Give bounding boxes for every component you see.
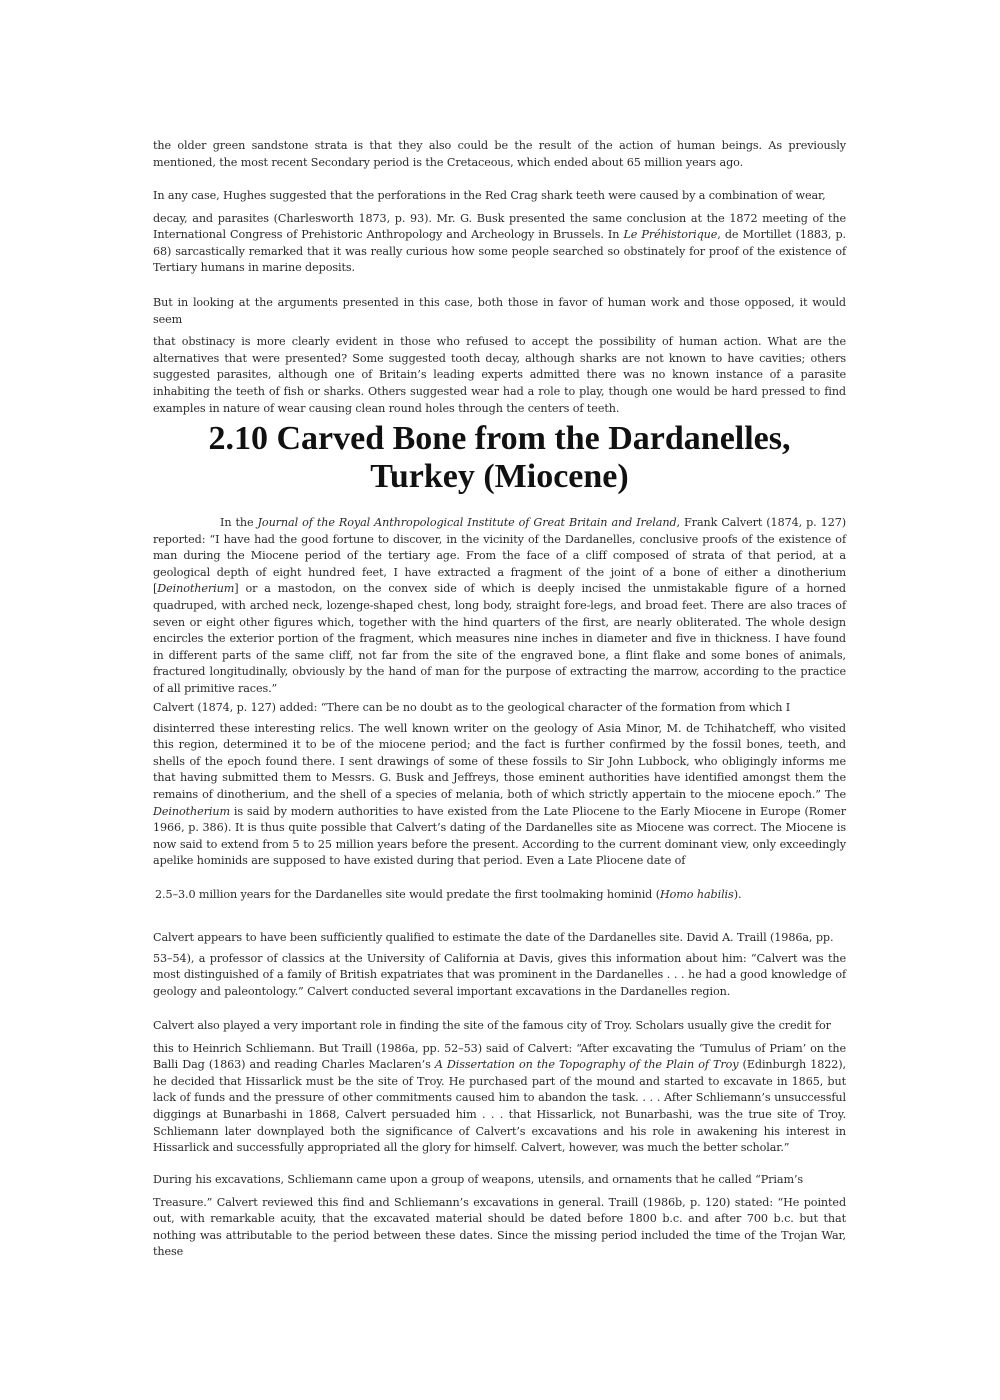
paragraph-text: the most recent Secondary period is the Cretaceous, which ended about 65 million years ago. (219, 155, 744, 169)
paragraph-lead: In any case, Hughes suggested that the perforations in the Red Crag shark teeth were caused by a combination of wear, (153, 189, 826, 202)
paragraph-lead: During his excavations, Schliemann came upon a group of weapons, utensils, and ornaments that he called “Priam’s (153, 1173, 804, 1186)
paragraph-text: 2.5–3.0 million years for the Dardanelles site would predate the first toolmaking hominid ( (155, 888, 660, 901)
paragraph-text: ). (733, 888, 742, 901)
genus-name: Deinotherium (153, 804, 230, 818)
paragraph-text: this to Heinrich Schliemann. But Traill (1986a, pp. 52–53) said of Calvert: “After excavating the ‘Tumulus of Priam’ on the Balli Dag (1863) and reading Charles Maclaren’s (153, 1041, 846, 1072)
paragraph-obstinacy (153, 295, 846, 417)
paragraph-green-sandstone (153, 138, 846, 171)
paragraph-text: 53–54), a professor of classics at the University of California at Davis, gives this information about him: “Calvert was the most distinguished of a family of British expatriates that was prominent in the Dardanelles . . . he had a good knowledge of geology and paleontology.” Calvert conducted several important excavations in the Dardanelles region. (153, 951, 846, 998)
paragraph-calvert-intro (153, 515, 846, 698)
paragraph-text: In the (220, 516, 258, 529)
journal-title: Journal of the Royal Anthropological Institute of Great Britain and Ireland (257, 516, 677, 529)
book-title: A Dissertation on the Topography of the Plain of Troy (434, 1058, 739, 1072)
paragraph-text: that obstinacy is more clearly evident in those who refused to accept the possibility of human action. What are the alternatives that were presented? Some suggested tooth decay, although sharks are not known to have cavities; others suggested parasites, although one of Britain’s leading experts admitted there was no known instance of a parasite inhabiting the teeth of fish or sharks. Others suggested wear had a role to play, though one would be hard pressed to find examples in nature of wear causing clean round holes through the centers of teeth. (153, 335, 846, 415)
paragraph-priams-treasure (153, 1172, 846, 1261)
section-heading (153, 420, 846, 496)
paragraph-text: (Edinburgh 1822), he decided that Hissarlick must be the site of Troy. He purchased part of the mound and started to excavate in 1865, but lack of funds and the pressure of other commitments caused him to abandon the task. . . . After Schliemann’s unsuccessful diggings at Bunarbashi in 1868, Calvert persuaded him . . . that Hissarlick, not Bunarbashi, was the true site of Troy. Schliemann later downplayed both the significance of Calvert’s excavations and his role in awakening his interest in Hissarlick and successfully appropriated all the glory for himself. Calvert, however, was much the better scholar.” (153, 1058, 847, 1155)
section-title-line-1: 2.10 Carved Bone from the Dardanelles, (208, 420, 791, 457)
paragraph-calvert-added (153, 700, 846, 870)
paragraph-lead: But in looking at the arguments presented in this case, both those in favor of human work and those opposed, it would seem (153, 296, 846, 326)
genus-name: Deinotherium (157, 582, 235, 596)
paragraph-lead: Calvert appears to have been sufficiently qualified to estimate the date of the Dardanelles site. David A. Traill (1986a, pp. (153, 931, 834, 944)
paragraph-date-line (155, 887, 848, 904)
book-title: Le Préhistorique (623, 228, 718, 242)
paragraph-text: is said by modern authorities to have existed from the Late Pliocene to the Early Miocene in Europe (Romer 1966, p. 386). It is thus quite possible that Calvert’s dating of the Dardanelles site as Miocene was correct. The Miocene is now said to extend from 5 to 25 million years before the present. According to the current dominant view, only exceedingly apelike hominids are supposed to have existed during that period. Even a Late Pliocene date of (153, 804, 846, 868)
paragraph-text: decay, and parasites (Charlesworth 1873, p. 93). Mr. G. Busk presented the same conclusion at the 1872 meeting of the International Congress of Prehistoric Anthropology and Archeology in Brussels. In (153, 211, 846, 242)
paragraph-text: ] or a mastodon, on the convex side of which is deeply incised the unmistakable figure of a horned quadruped, with arched neck, lozenge-shaped chest, long body, straight fore-legs, and broad feet. There are also traces of seven or eight other figures which, together with the hind quarters of the first, are nearly obliterated. The whole design encircles the exterior portion of the fragment, which measures nine inches in diameter and five in thickness. I have found in different parts of the same cliff, not far from the site of the engraved bone, a flint flake and some bones of animals, fractured longitudinally, obviously by the hand of man for the purpose of extracting the marrow, according to the practice of all primitive races.” (153, 582, 846, 695)
paragraph-text: , de Mortillet (1883, p. 68) sarcastically remarked that it was really curious how some people searched so obstinately for proof of the existence of Tertiary humans in marine deposits. (153, 228, 847, 275)
paragraph-troy (153, 1018, 846, 1157)
paragraph-calvert-qualified (153, 930, 846, 1000)
section-title-line-2: Turkey (Miocene) (370, 458, 629, 495)
paragraph-hughes (153, 188, 846, 277)
paragraph-text: , Frank Calvert (1874, p. 127) reported: “I have had the good fortune to discover, in the vicinity of the Dardanelles, conclusive proofs of the existence of man during the Miocene period of the tertiary age. From the face of a cliff composed of strata of that period, at a geological depth of eight hundred feet, I have extracted a fragment of the joint of a bone of either a dinotherium [ (153, 516, 846, 596)
paragraph-text: disinterred these interesting relics. The well known writer on the geology of Asia Minor, M. de Tchihatcheff, who visited this region, determined it to be of the miocene period; and the fact is further confirmed by the fossil bones, teeth, and shells of the epoch found there. I sent drawings of some of these fossils to Sir John Lubbock, who obligingly informs me that having submitted them to Messrs. G. Busk and Jeffreys, those eminent authorities have identified amongst them the remains of dinotherium, and the shell of a species of melania, both of which strictly appertain to the miocene epoch.” The (153, 721, 846, 801)
paragraph-lead: the older green sandstone strata is that they also could be the result of the action of human beings. As previously mentioned, (153, 139, 846, 169)
paragraph-lead: Calvert also played a very important role in finding the site of the famous city of Troy. Scholars usually give the credit for (153, 1019, 831, 1032)
species-name: Homo habilis (659, 888, 734, 901)
paragraph-text: Treasure.” Calvert reviewed this find and Schliemann’s excavations in general. Traill (1986b, p. 120) stated: “He pointed out, with remarkable acuity, that the excavated material should be dated before 1800 b.c. and after 700 b.c. but that nothing was attributable to the period between these dates. Since the missing period included the time of the Trojan War, these (153, 1195, 846, 1259)
paragraph-lead: Calvert (1874, p. 127) added: “There can be no doubt as to the geological character of the formation from which I (153, 701, 791, 714)
